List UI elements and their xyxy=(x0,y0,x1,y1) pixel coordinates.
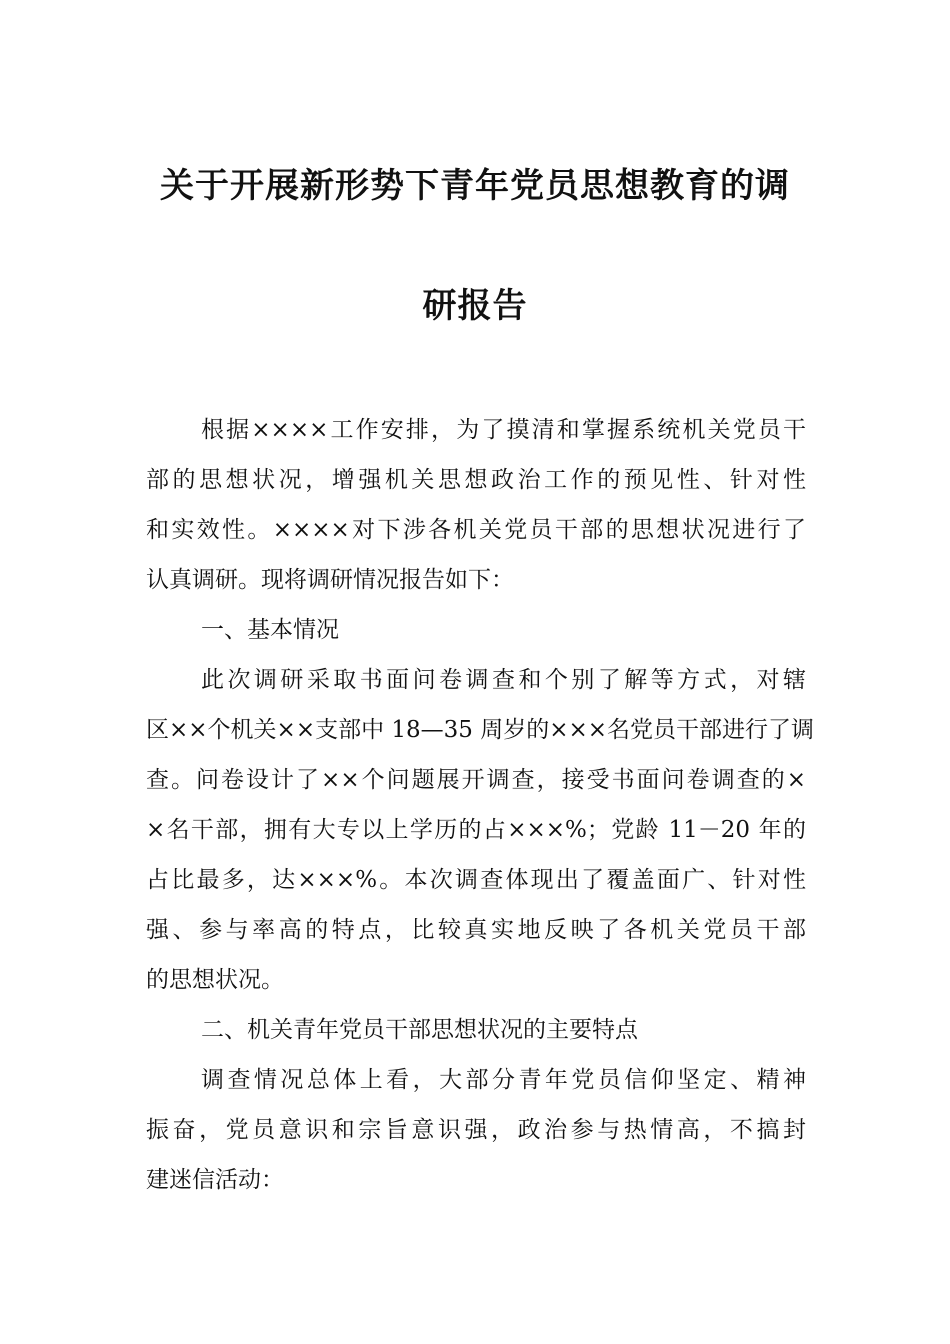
paragraph xyxy=(146,1010,806,1060)
text-line: 强、参与率高的特点，比较真实地反映了各机关党员干部 xyxy=(146,917,806,943)
text-line: 调查情况总体上看，大部分青年党员信仰坚定、精神 xyxy=(201,1067,806,1093)
text-line: 查。问卷设计了××个问题展开调查，接受书面问卷调查的× xyxy=(146,767,806,793)
paragraph xyxy=(146,410,806,610)
document-title-line-2: 研报告 xyxy=(422,286,528,326)
text-line: 部的思想状况，增强机关思想政治工作的预见性、针对性 xyxy=(146,467,806,493)
paragraph xyxy=(146,1060,806,1210)
text-line: 的思想状况。 xyxy=(146,967,284,993)
text-line: 占比最多，达×××%。本次调查体现出了覆盖面广、针对性 xyxy=(146,867,806,893)
text-line: 区××个机关××支部中 18—35 周岁的×××名党员干部进行了调 xyxy=(146,717,815,743)
text-line: ×名干部，拥有大专以上学历的占×××%；党龄 11－20 年的 xyxy=(146,817,806,843)
text-line: 认真调研。现将调研情况报告如下： xyxy=(146,567,514,593)
text-line: 二、机关青年党员干部思想状况的主要特点 xyxy=(201,1017,638,1043)
text-line: 建迷信活动： xyxy=(146,1167,284,1193)
text-line: 一、基本情况 xyxy=(201,617,339,643)
text-line: 此次调研采取书面问卷调查和个别了解等方式，对辖 xyxy=(201,667,806,693)
text-line: 振奋，党员意识和宗旨意识强，政治参与热情高，不搞封 xyxy=(146,1117,806,1143)
text-line: 根据××××工作安排，为了摸清和掌握系统机关党员干 xyxy=(201,417,806,443)
document-title-line-1: 关于开展新形势下青年党员思想教育的调 xyxy=(160,166,790,206)
document-body xyxy=(146,410,815,1210)
text-line: 和实效性。××××对下涉各机关党员干部的思想状况进行了 xyxy=(146,517,806,543)
paragraph xyxy=(146,660,815,1010)
paragraph xyxy=(146,610,806,660)
